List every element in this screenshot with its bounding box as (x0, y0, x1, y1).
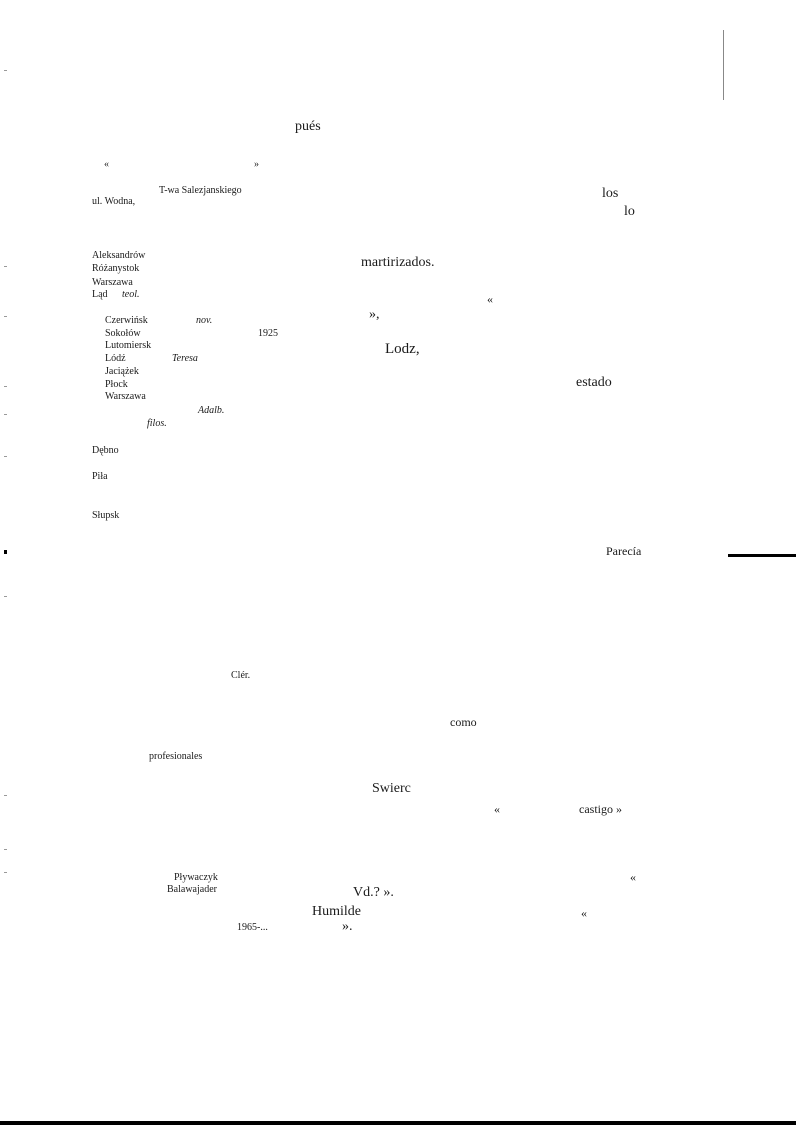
open-guillemet: « (104, 159, 109, 170)
word-teresa: Teresa (172, 353, 198, 364)
open-guillemet-2: « (487, 292, 493, 306)
margin-tick (4, 70, 7, 71)
close-guillemet: » (254, 159, 259, 170)
margin-tick (4, 596, 7, 597)
margin-tick (4, 316, 7, 317)
close-guillemet-period: ». (342, 919, 353, 934)
place-sokolow: Sokołów (105, 328, 141, 339)
word-los: los (602, 186, 619, 201)
year-1925: 1925 (258, 328, 278, 339)
place-slupsk: Słupsk (92, 510, 120, 521)
place-plock: Płock (105, 379, 128, 390)
open-guillemet-5: « (581, 906, 587, 920)
word-vd: Vd.? ». (353, 885, 394, 900)
year-range-1965: 1965-... (237, 922, 268, 933)
open-guillemet-4: « (630, 870, 636, 884)
place-aleksandrow: Aleksandrów (92, 250, 146, 261)
word-filos: filos. (147, 418, 167, 429)
word-como: como (450, 715, 477, 729)
margin-tick (4, 872, 7, 873)
name-plywaczyk: Pływaczyk (174, 872, 218, 883)
word-lodz: Lodz, (385, 341, 420, 357)
bottom-rule (0, 1121, 796, 1125)
word-martirizados: martirizados. (361, 255, 435, 270)
word-castigo: castigo » (579, 802, 622, 816)
margin-tick (4, 456, 7, 457)
place-debno: Dębno (92, 445, 119, 456)
word-lo: lo (624, 204, 635, 219)
close-guillemet-comma: », (369, 307, 380, 322)
place-rozanystok: Różanystok (92, 263, 140, 274)
word-humilde: Humilde (312, 904, 361, 919)
place-lodz: Lódź (105, 353, 126, 364)
place-lutomiersk: Lutomiersk (105, 340, 152, 351)
place-pila: Piła (92, 471, 108, 482)
margin-mark (4, 550, 7, 554)
place-lad: Ląd (92, 289, 108, 300)
word-pues: pués (295, 119, 321, 134)
place-czerwinsk: Czerwińsk (105, 315, 148, 326)
word-estado: estado (576, 375, 612, 390)
word-nov: nov. (196, 315, 213, 326)
word-salezjanskiego: T-wa Salezjanskiego (159, 185, 242, 196)
word-cler: Clér. (231, 670, 251, 681)
margin-tick (4, 414, 7, 415)
margin-vertical-line (723, 30, 724, 100)
word-swierc: Swierc (372, 781, 411, 796)
margin-tick (4, 386, 7, 387)
place-warszawa: Warszawa (92, 277, 133, 288)
side-horizontal-rule (728, 554, 796, 557)
word-ul-wodna: ul. Wodna, (92, 196, 136, 207)
word-profesionales: profesionales (149, 751, 203, 762)
word-parecia: Parecía (606, 544, 642, 558)
place-jaciazek: Jaciążek (105, 366, 139, 377)
margin-tick (4, 849, 7, 850)
place-warszawa-2: Warszawa (105, 391, 146, 402)
name-balawajader: Balawajader (167, 884, 217, 895)
margin-tick (4, 266, 7, 267)
open-guillemet-3: « (494, 802, 500, 816)
margin-tick (4, 795, 7, 796)
word-adalb: Adalb. (198, 405, 225, 416)
word-teol: teol. (122, 289, 140, 300)
